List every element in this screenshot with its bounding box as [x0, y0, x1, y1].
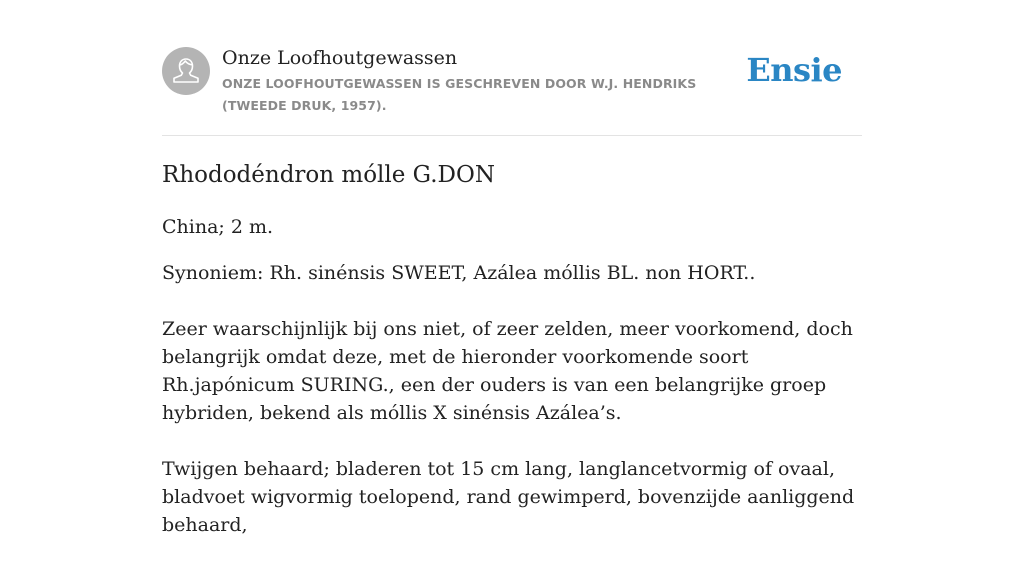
- source-title[interactable]: Onze Loofhoutgewassen: [222, 47, 458, 69]
- article-body: [162, 259, 862, 567]
- article-paragraph: Zeer waarschijnlijk bij ons niet, of zeer zelden, meer voorkomend, doch belangrijk omdat deze, met de hieronder voorkomende soort Rh.japónicum SURING., een der ouders is van een belangrijke groep hybriden, bekend als móllis X sinénsis Azálea’s.: [162, 318, 853, 424]
- source-header: [162, 0, 862, 136]
- brand-logo[interactable]: Ensie: [746, 51, 842, 89]
- article-paragraph: Synoniem: Rh. sinénsis SWEET, Azálea móllis BL. non HORT..: [162, 262, 756, 284]
- article-paragraph: Twijgen behaard; bladeren tot 15 cm lang, langlancetvormig of ovaal, bladvoet wigvormig toelopend, rand gewimperd, bovenzijde aanliggend behaard,: [162, 458, 855, 536]
- article-origin: China; 2 m.: [162, 216, 274, 238]
- avatar[interactable]: [162, 47, 210, 95]
- article-title: Rhododéndron mólle G.DON: [162, 162, 495, 188]
- page: [162, 0, 862, 536]
- source-description: ONZE LOOFHOUTGEWASSEN IS GESCHREVEN DOOR W.J. HENDRIKS (TWEEDE DRUK, 1957).: [222, 76, 697, 113]
- user-silhouette-icon: [162, 47, 210, 95]
